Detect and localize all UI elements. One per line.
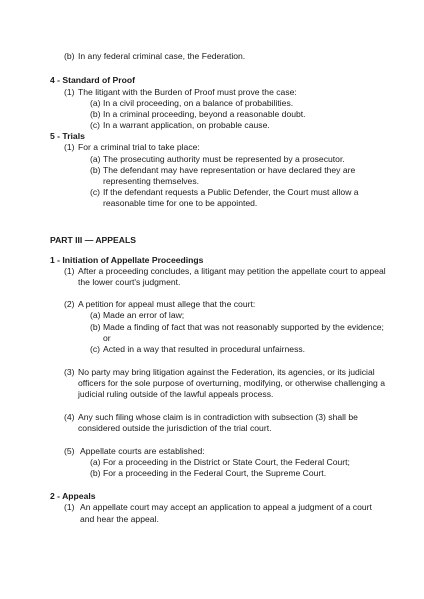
subsection-1-text: For a criminal trial to take place:	[78, 142, 200, 152]
subsection-1-marker: (1)	[64, 266, 75, 276]
clause-b-marker: (b)	[90, 322, 101, 332]
clause-b-text-continued: or	[103, 333, 111, 343]
clause-a-marker: (a)	[90, 98, 101, 108]
clause-b-text: In any federal criminal case, the Federation.	[78, 51, 246, 61]
part-heading-appeals: PART III — APPEALS	[50, 235, 136, 245]
clause-c-text: If the defendant requests a Public Defender, the Court must allow a	[103, 187, 359, 197]
clause-b-marker: (b)	[90, 109, 101, 119]
subsection-5-marker: (5)	[64, 446, 75, 456]
subsection-1-text: The litigant with the Burden of Proof must prove the case:	[78, 87, 297, 97]
subsection-3-text-continued-2: judicial ruling outside of the lawful appeals process.	[78, 389, 274, 399]
subsection-5-text: Appellate courts are established:	[80, 446, 205, 456]
subsection-4-text: Any such filing whose claim is in contradiction with subsection (3) shall be	[78, 412, 358, 422]
subsection-1-text-continued: the lower court's judgment.	[78, 277, 181, 287]
clause-c-text: In a warrant application, on probable cause.	[103, 120, 270, 130]
subsection-2-marker: (2)	[64, 299, 75, 309]
subsection-1-marker: (1)	[64, 142, 75, 152]
section-heading-standard-of-proof: 4 - Standard of Proof	[50, 75, 135, 85]
clause-b-text: In a criminal proceeding, beyond a reasonable doubt.	[103, 109, 306, 119]
subsection-2-text: A petition for appeal must allege that the court:	[78, 299, 256, 309]
subsection-3-marker: (3)	[64, 367, 75, 377]
clause-c-marker: (c)	[90, 187, 101, 197]
subsection-1-text-continued: and hear the appeal.	[80, 514, 159, 524]
clause-a-text: In a civil proceeding, on a balance of probabilities.	[103, 98, 294, 108]
clause-b-text: Made a finding of fact that was not reasonably supported by the evidence;	[103, 322, 384, 332]
clause-c-marker: (c)	[90, 120, 101, 130]
subsection-1-text: An appellate court may accept an application to appeal a judgment of a court	[80, 502, 372, 512]
subsection-3-text-continued-1: officers for the sole purpose of overturning, modifying, or otherwise challenging a	[78, 378, 385, 388]
clause-c-text: Acted in a way that resulted in procedural unfairness.	[103, 344, 306, 354]
clause-b-marker: (b)	[90, 165, 101, 175]
subsection-1-text: After a proceeding concludes, a litigant may petition the appellate court to appeal	[78, 266, 386, 276]
clause-c-marker: (c)	[90, 344, 101, 354]
clause-b-text: The defendant may have representation or have declared they are	[103, 165, 356, 175]
clause-a-marker: (a)	[90, 457, 101, 467]
clause-b-text: For a proceeding in the Federal Court, the Supreme Court.	[103, 468, 327, 478]
clause-b-marker: (b)	[90, 468, 101, 478]
section-heading-appeals: 2 - Appeals	[50, 491, 96, 501]
subsection-1-marker: (1)	[64, 87, 75, 97]
clause-c-text-continued: reasonable time for one to be appointed.	[103, 198, 258, 208]
clause-a-text: For a proceeding in the District or State Court, the Federal Court;	[103, 457, 350, 467]
subsection-4-marker: (4)	[64, 412, 75, 422]
clause-b-marker: (b)	[64, 51, 75, 61]
clause-a-text: The prosecuting authority must be represented by a prosecutor.	[103, 154, 345, 164]
clause-a-marker: (a)	[90, 154, 101, 164]
section-heading-initiation: 1 - Initiation of Appellate Proceedings	[50, 255, 204, 265]
section-heading-trials: 5 - Trials	[50, 131, 85, 141]
clause-a-marker: (a)	[90, 310, 101, 320]
subsection-4-text-continued: considered outside the jurisdiction of the trial court.	[78, 423, 272, 433]
clause-b-text-continued: representing themselves.	[103, 176, 200, 186]
subsection-3-text: No party may bring litigation against the Federation, its agencies, or its judicial	[78, 367, 375, 377]
clause-a-text: Made an error of law;	[103, 310, 185, 320]
subsection-1-marker: (1)	[64, 502, 75, 512]
